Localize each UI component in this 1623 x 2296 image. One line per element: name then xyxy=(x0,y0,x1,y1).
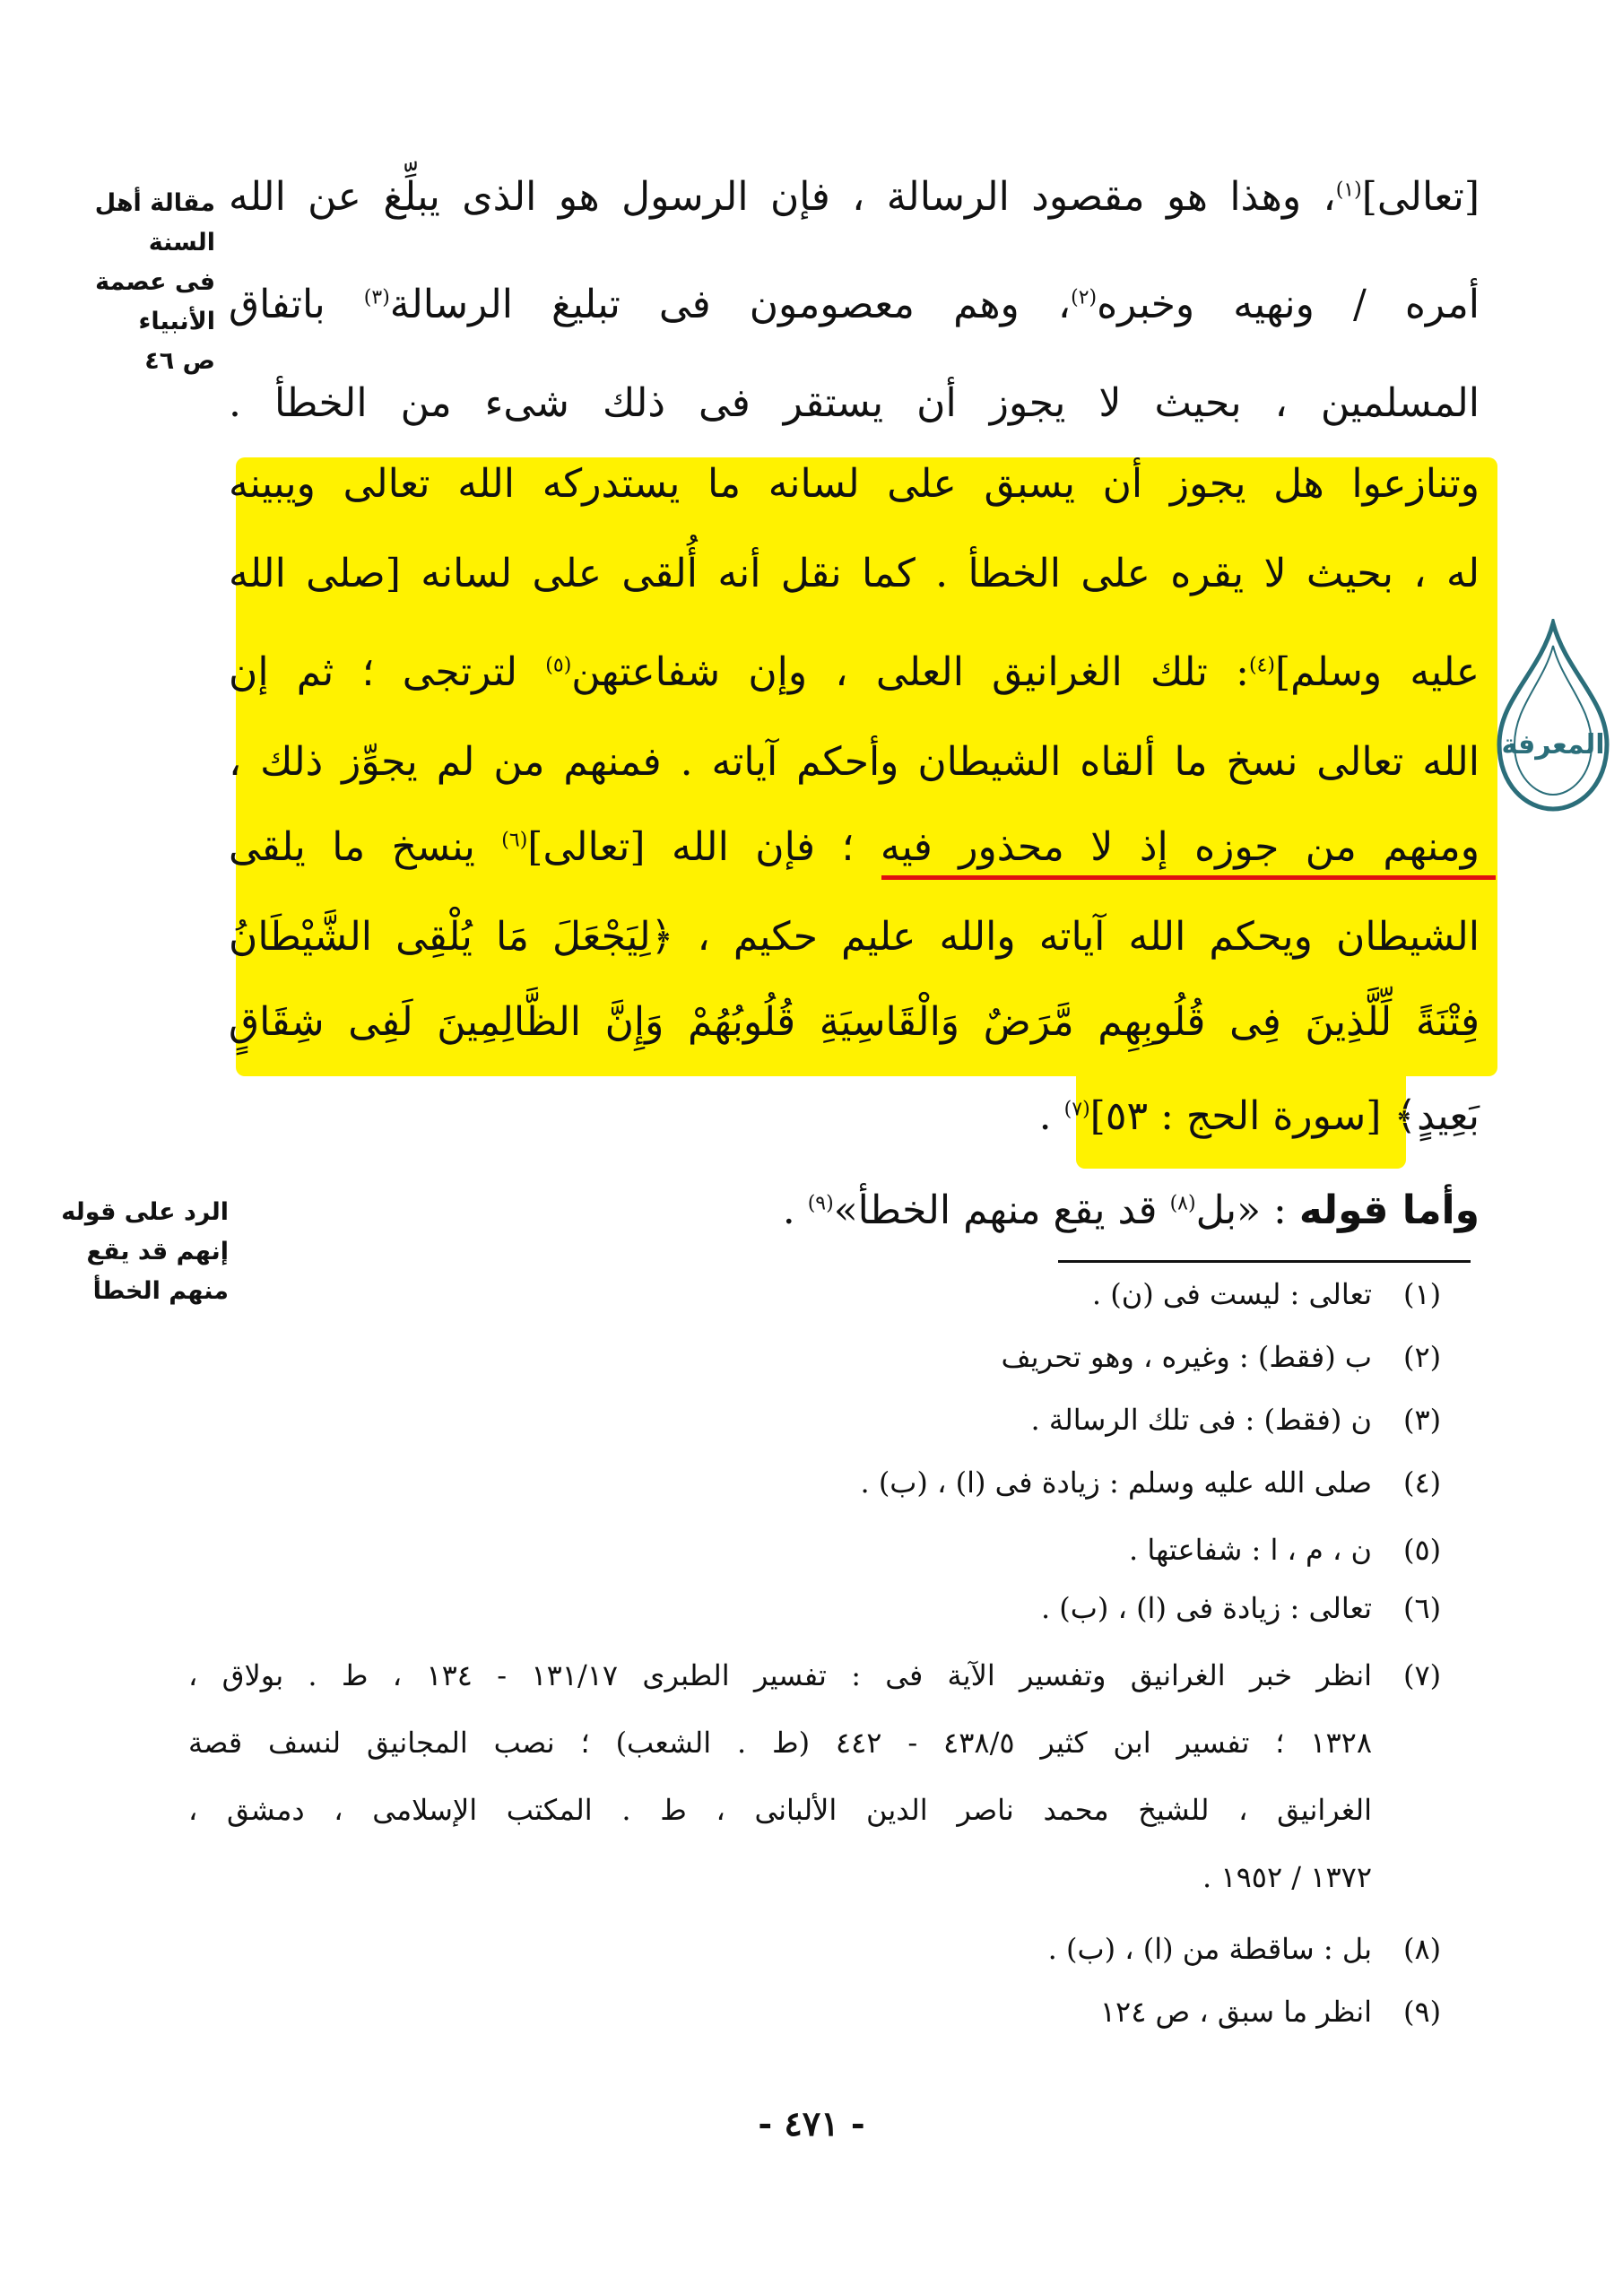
red-underline xyxy=(881,875,1496,880)
footnote-text: انظر ما سبق ، ص ١٢٤ xyxy=(1099,1995,1372,2029)
margin-note-line: إنهم قد يقع xyxy=(86,1238,229,1265)
text-span: ينسخ ما يلقى xyxy=(229,824,502,870)
footnote-text: الغرانيق ، للشيخ محمد ناصر الدين الألبانى ، ط . المكتب الإسلامى ، دمشق ، xyxy=(188,1793,1372,1827)
footnote-ref[interactable]: (٦) xyxy=(501,829,528,852)
footnote-number: (٦) xyxy=(1403,1591,1442,1625)
margin-note-line: الرد على قوله xyxy=(61,1198,229,1226)
main-text-line-7: الله تعالى نسخ ما ألقاه الشيطان وأحكم آياته . فمنهم من لم يجوِّز ذلك ، xyxy=(229,739,1480,785)
main-text-line-5: له ، بحيث لا يقره على الخطأ . كما نقل أنه أُلقى على لسانه [صلى الله xyxy=(229,551,1480,596)
margin-note-line: مقالة أهل السنة xyxy=(94,189,215,257)
footnote-text: صلى الله عليه وسلم : زيادة فى (ا) ، (ب) . xyxy=(860,1465,1372,1500)
text-span: . xyxy=(782,1187,808,1233)
text-span: : تلك الغرانيق العلى ، وإن شفاعتهن xyxy=(571,649,1249,695)
footnote-ref[interactable]: (٧) xyxy=(1063,1098,1090,1121)
footnote-number: (٥) xyxy=(1403,1533,1442,1567)
margin-note-ahl-sunna xyxy=(27,184,215,381)
main-text-line-2 xyxy=(229,278,1480,332)
main-text-line-6 xyxy=(229,646,1480,700)
footnote-text: تعالى : ليست فى (ن) . xyxy=(1091,1277,1372,1311)
footnote-number: (٤) xyxy=(1403,1465,1442,1500)
footnote-ref[interactable]: (٣) xyxy=(363,286,390,309)
footnote-text: ن (فقط) : فى تلك الرسالة . xyxy=(1030,1403,1372,1437)
footnote-ref[interactable]: (٢) xyxy=(1071,286,1098,309)
footnote-ref[interactable]: (٤) xyxy=(1248,654,1275,677)
footnote-text: ب (فقط) : وغيره ، وهو تحريف xyxy=(1001,1340,1372,1374)
footnote-ref[interactable]: (٨) xyxy=(1169,1192,1196,1215)
main-text-line-9: الشيطان ويحكم الله آياته والله عليم حكيم ، ﴿لِيَجْعَلَ مَا يُلْقِى الشَّيْطَانُ xyxy=(229,914,1480,960)
page-number: - ٤٧١ - xyxy=(758,2103,865,2144)
text-span: باتفاق xyxy=(229,282,364,327)
text-span: بَعِيدٍ﴾ [سورة الحج : ٥٣] xyxy=(1089,1093,1480,1139)
footnote-number: (٣) xyxy=(1403,1403,1442,1437)
main-text-line-8 xyxy=(229,821,1480,874)
text-span: عليه وسلم] xyxy=(1274,649,1480,695)
footnote-number: (١) xyxy=(1403,1277,1442,1311)
text-span: ، وهذا هو مقصود الرسالة ، فإن الرسول هو الذى يبلِّغ عن الله xyxy=(229,174,1336,220)
footnote-separator xyxy=(1058,1260,1471,1263)
footnote-ref[interactable]: (١) xyxy=(1335,178,1362,202)
main-text-line-11 xyxy=(229,1090,1480,1144)
logo-icon xyxy=(1486,619,1620,816)
main-text-line-4: وتنازعوا هل يجوز أن يسبق على لسانه ما يستدركه الله تعالى ويبينه xyxy=(229,461,1480,507)
footnote-number: (٢) xyxy=(1403,1340,1442,1374)
footnote-text: ن ، م ، ا : شفاعتها . xyxy=(1128,1533,1372,1567)
margin-note-line: ص ٤٦ xyxy=(144,347,215,375)
footnote-number: (٨) xyxy=(1403,1932,1442,1966)
text-span: قد يقع منهم الخطأ» xyxy=(833,1187,1170,1233)
logo-text: المعرفة xyxy=(1501,729,1605,761)
footnote-text: ١٣٧٢ / ١٩٥٢ . xyxy=(1202,1860,1372,1894)
footnote-text: ١٣٢٨ ؛ تفسير ابن كثير ٤٣٨/٥ - ٤٤٢ (ط . الشعب) ؛ نصب المجانيق لنسف قصة xyxy=(188,1726,1373,1760)
main-text-line-3: المسلمين ، بحيث لا يجوز أن يستقر فى ذلك شىء من الخطأ . xyxy=(229,380,1480,426)
main-text-line-10: فِتْنَةً لِّلَّذِينَ فِى قُلُوبِهِم مَّرَضٌ وَالْقَاسِيَةِ قُلُوبُهُمْ وَإِنَّ الظَّالِمِينَ لَفِى شِقَاقٍ xyxy=(229,999,1480,1045)
margin-note-line: منهم الخطأ xyxy=(92,1277,229,1305)
text-span: : «بل xyxy=(1195,1187,1299,1233)
footnote-ref[interactable]: (٩) xyxy=(807,1192,834,1215)
main-text-line-12 xyxy=(229,1184,1480,1238)
footnote-number: (٩) xyxy=(1403,1995,1442,2029)
section-heading: وأما قوله xyxy=(1298,1187,1480,1233)
footnote-text: تعالى : زيادة فى (ا) ، (ب) . xyxy=(1040,1591,1372,1625)
footnote-text: انظر خبر الغرانيق وتفسير الآية فى : تفسير الطبرى ١٣١/١٧ - ١٣٤ ، ط . بولاق ، xyxy=(188,1658,1373,1692)
footnote-text: بل : ساقطة من (ا) ، (ب) . xyxy=(1047,1932,1372,1966)
main-text-line-1 xyxy=(229,170,1480,224)
footnote-ref[interactable]: (٥) xyxy=(545,654,572,677)
text-span: ، وهم معصومون فى تبليغ الرسالة xyxy=(389,282,1072,327)
text-span: أمره / ونهيه وخبره xyxy=(1097,282,1480,327)
footnote-number: (٧) xyxy=(1403,1658,1442,1692)
text-span: ومنهم من جوزه إذ لا محذور فيه ؛ فإن الله [تعالى] xyxy=(527,824,1480,870)
text-span: [تعالى] xyxy=(1361,174,1480,220)
text-span: . xyxy=(1038,1093,1064,1139)
text-span: لترتجى ؛ ثم إن xyxy=(229,649,546,695)
margin-note-line: فى عصمة الأنبياء xyxy=(95,268,215,335)
